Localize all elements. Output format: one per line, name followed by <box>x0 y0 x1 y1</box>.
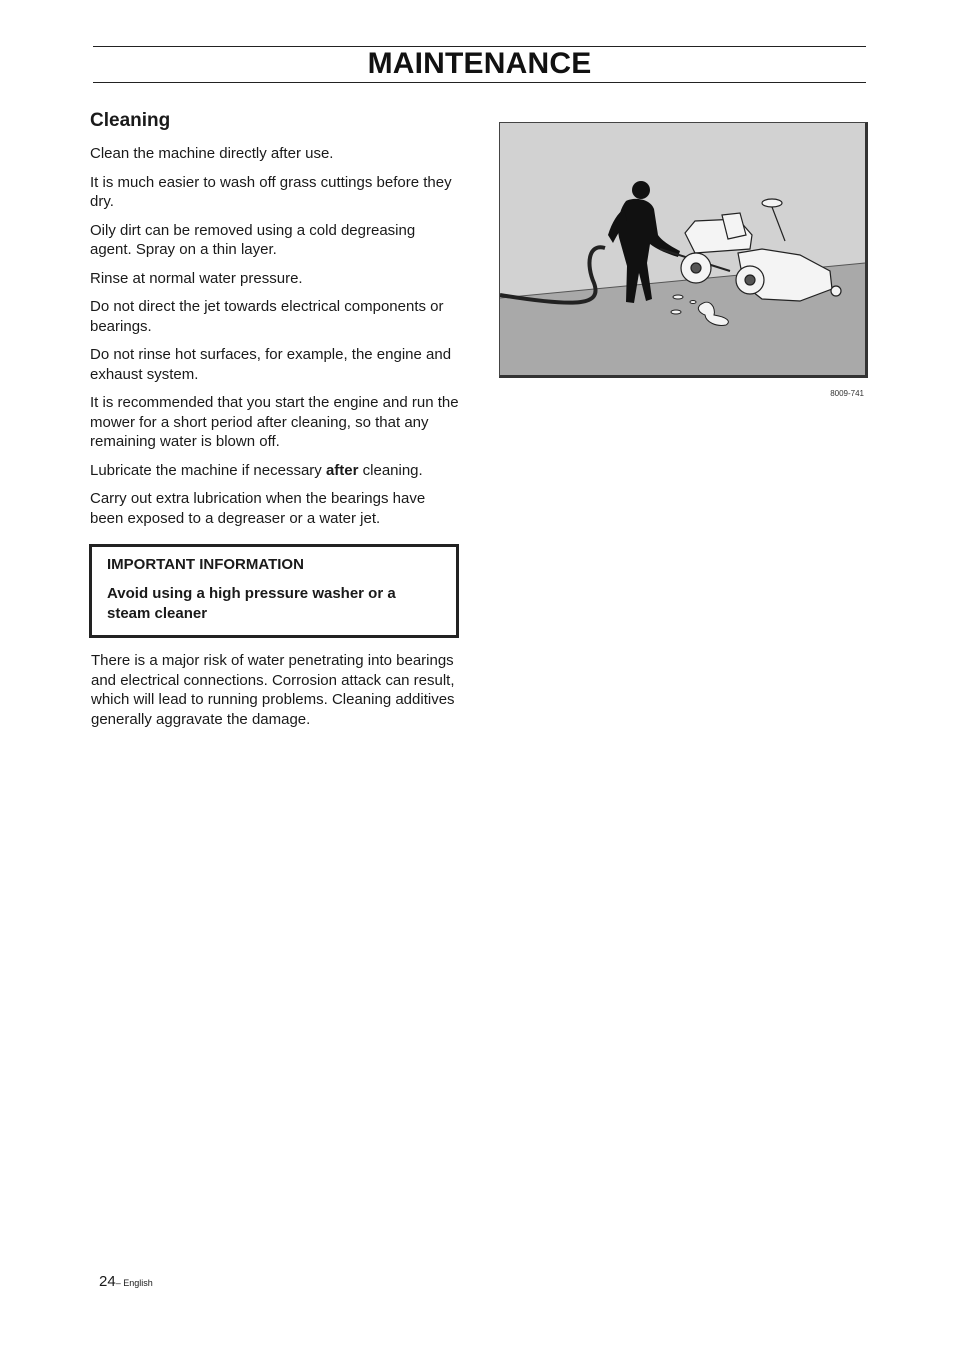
paragraph: Oily dirt can be removed using a cold degreasing agent. Spray on a thin layer. <box>90 221 416 258</box>
lubricate-text-after: cleaning. <box>358 461 423 479</box>
page-footer <box>99 1273 153 1290</box>
paragraph: Rinse at normal water pressure. <box>90 269 303 287</box>
cleaning-illustration <box>499 122 868 378</box>
notice-heading: IMPORTANT INFORMATION <box>107 556 304 573</box>
lubricate-text-before: Lubricate the machine if necessary <box>90 461 326 479</box>
paragraph: Do not rinse hot surfaces, for example, the engine and exhaust system. <box>90 346 452 383</box>
figure-code: 8009-741 <box>830 389 864 398</box>
risk-paragraph: There is a major risk of water penetrating into bearings and electrical connections. Corrosion attack can result, which will lead to running problems. Cleaning additives generally aggravate the damage. <box>91 652 455 728</box>
mower-steering-column <box>772 207 785 241</box>
footer-language: – English <box>115 1278 153 1288</box>
water-drop <box>690 301 696 304</box>
lubricate-emphasis: after <box>325 461 359 479</box>
notice-text: Avoid using a high pressure washer or a steam cleaner <box>107 585 396 622</box>
cleaning-section <box>90 108 460 537</box>
paragraph: It is recommended that you start the engine and run the mower for a short period after cleaning, so that any remaining water is blown off. <box>90 394 459 450</box>
water-drop <box>671 310 681 314</box>
washing-mower-illustration <box>500 123 865 375</box>
section-title: Cleaning <box>90 110 171 131</box>
paragraph: Carry out extra lubrication when the bearings have been exposed to a degreaser or a water jet. <box>90 490 426 527</box>
important-information-box <box>89 544 459 638</box>
water-drop <box>673 295 683 299</box>
mower-deck-wheel <box>831 286 841 296</box>
page-number: 24 <box>99 1273 116 1290</box>
paragraph: It is much easier to wash off grass cuttings before they dry. <box>90 173 452 210</box>
paragraph: Clean the machine directly after use. <box>90 145 334 162</box>
mower-rear-hub <box>745 275 755 285</box>
lubricate-paragraph <box>90 461 460 481</box>
paragraph: Do not direct the jet towards electrical components or bearings. <box>90 298 444 335</box>
page-title: MAINTENANCE <box>367 47 592 80</box>
person-head <box>632 181 650 199</box>
mower-steering-wheel <box>762 199 782 207</box>
header-rule-bottom <box>93 82 866 83</box>
mower-front-hub <box>691 263 701 273</box>
